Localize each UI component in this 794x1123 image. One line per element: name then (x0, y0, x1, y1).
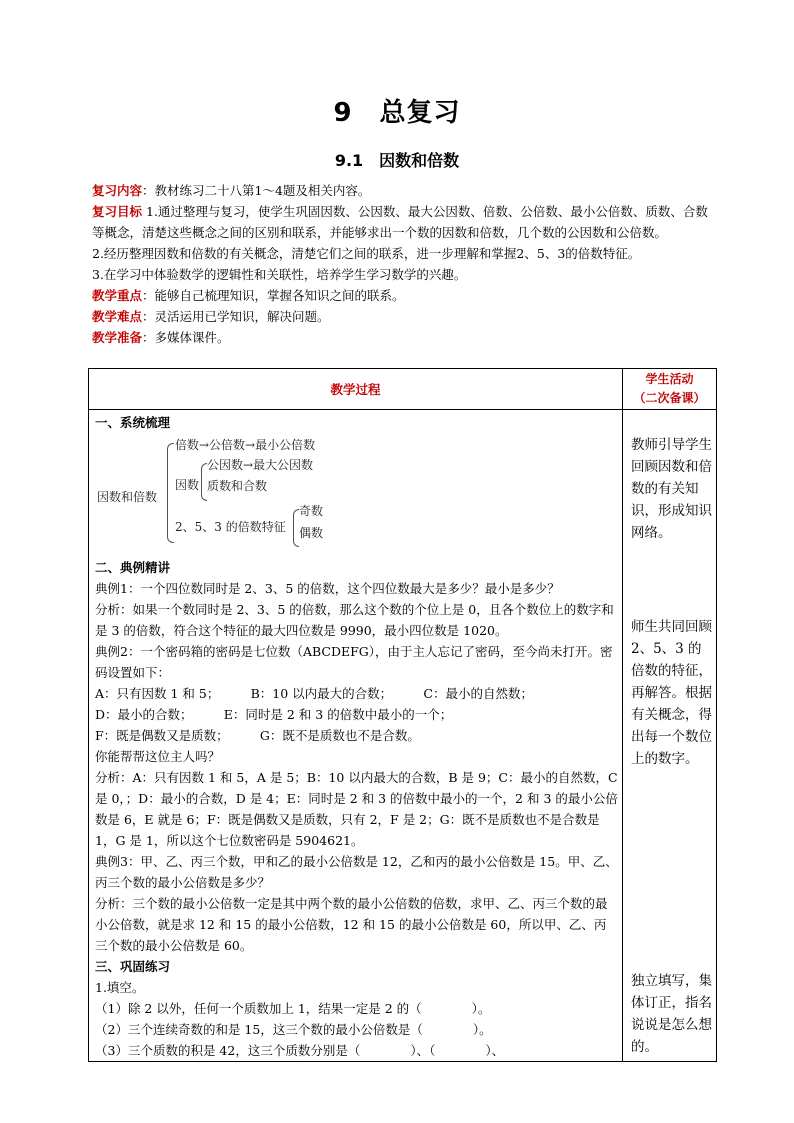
activity-note-2: 师生共同回顾 2、5、3 的倍数的特征，再解答。根据有关概念，得出每一个数位上的数字。 (631, 619, 712, 767)
teaching-key-point: 教学重点：能够自己梳理知识，掌握各知识之间的联系。 (92, 288, 405, 303)
example-1: 典例1：一个四位数同时是 2、3、5 的倍数，这个四位数最大是多少？最小是多少？ (95, 581, 560, 596)
review-content: 复习内容：教材练习二十八第1～4题及相关内容。 (92, 183, 371, 198)
example-2-conditions-2: D：最小的合数； E：同时是 2 和 3 的倍数中最小的一个； (95, 707, 453, 722)
practice-question-1: （1）除 2 以外，任何一个质数加上 1，结果一定是 2 的（ ）。 (95, 1001, 491, 1016)
teaching-prep: 教学准备：多媒体课件。 (92, 330, 230, 345)
tree-brace-main (167, 443, 174, 543)
review-content-label: 复习内容 (92, 183, 143, 198)
page-title: 9 总复习 (333, 98, 461, 128)
review-goal-2: 2.经历整理因数和倍数的有关概念，清楚它们之间的联系，进一步理解和掌握2、5、3的倍数特征。 (92, 246, 641, 261)
tree-factor-chain: 公因数→最大公因数 (207, 458, 314, 472)
example-1-analysis: 分析：如果一个数同时是 2、3、5 的倍数，那么这个数的个位上是 0，且各个数位上的数字和是 3 的倍数，符合这个特征的最大四位数是 9990，最小四位数是 1020。 (95, 602, 614, 638)
tree-multiple-chain: 倍数→公倍数→最小公倍数 (175, 438, 316, 452)
review-goal-3: 3.在学习中体验数学的逻辑性和关联性，培养学生学习数学的兴趣。 (92, 267, 467, 282)
difficulty-label: 教学难点 (92, 309, 143, 324)
tree-odd: 奇数 (299, 504, 324, 518)
review-goal-label: 复习目标 (92, 204, 143, 219)
section-title: 9.1 因数和倍数 (334, 151, 460, 170)
section-examples: 二、典例精讲 (95, 560, 171, 575)
section-system-review: 一、系统梳理 (95, 415, 171, 430)
example-2-conditions-1: A：只有因数 1 和 5； B：10 以内最大的合数； C：最小的自然数； (95, 686, 533, 701)
activity-note-3: 独立填写，集体订正，指名说说是怎么想的。 (631, 973, 712, 1055)
tree-prime-composite: 质数和合数 (207, 479, 268, 493)
tree-multiple-feature: 2、5、3 的倍数特征 (175, 520, 286, 534)
tree-even: 偶数 (299, 526, 324, 540)
activity-note-1: 教师引导学生回顾因数和倍数的有关知识，形成知识网络。 (631, 437, 712, 541)
student-activity-cell (623, 410, 717, 1062)
teaching-process-cell (89, 410, 623, 1062)
column-header-activity: 学生活动 （二次备课） (623, 369, 717, 410)
column-header-process: 教学过程 (89, 369, 623, 410)
lesson-table (88, 368, 717, 1062)
practice-question-3: （3）三个质数的积是 42，这三个质数分别是（ ）、（ ）、 (95, 1043, 505, 1058)
example-2: 典例2：一个密码箱的密码是七位数（ABCDEFG），由于主人忘记了密码，至今尚未打开。密码设置如下： (95, 644, 613, 680)
section-practice: 三、巩固练习 (95, 959, 171, 974)
review-goal: 复习目标 1.通过整理与复习，使学生巩固因数、公因数、最大公因数、倍数、公倍数、最小公倍数、质数、合数等概念，清楚这些概念之间的区别和联系，并能够求出一个数的因数和倍数，几个数的公因数和公倍数。 (92, 204, 708, 240)
example-3: 典例3：甲、乙、丙三个数，甲和乙的最小公倍数是 12，乙和丙的最小公倍数是 15。甲、乙、丙三个数的最小公倍数是多少？ (95, 854, 618, 890)
key-point-label: 教学重点 (92, 288, 143, 303)
example-2-conditions-3: F：既是偶数又是质数； G：既不是质数也不是合数。 (95, 728, 420, 743)
knowledge-tree-diagram (95, 433, 618, 557)
lesson-meta (92, 180, 714, 348)
practice-question-2: （2）三个连续奇数的和是 15，这三个数的最小公倍数是（ ）。 (95, 1022, 492, 1037)
teaching-difficulty: 教学难点：灵活运用已学知识，解决问题。 (92, 309, 330, 324)
prep-label: 教学准备 (92, 330, 143, 345)
example-2-analysis: 分析：A：只有因数 1 和 5，A 是 5；B：10 以内最大的合数，B 是 9；C：最小的自然数，C 是 0，；D：最小的合数，D 是 4；E：同时是 2 和 3 的倍数中最小的一个，2 和 3 的最小公倍数是 6，E 就是 6；F：既是偶数又是质数，只有 2，F 是 2；G：既不是质数也不是合数是 1，G 是 1，所以这个七位数密码是 5904621。 (95, 770, 618, 848)
tree-root: 因数和倍数 (97, 490, 158, 504)
example-2-question: 你能帮帮这位主人吗？ (95, 749, 221, 764)
example-3-analysis: 分析：三个数的最小公倍数一定是其中两个数的最小公倍数的倍数，求甲、乙、丙三个数的最小公倍数，就是求 12 和 15 的最小公倍数，12 和 15 的最小公倍数是 60，所以甲、乙、丙三个数的最小公倍数是 60。 (95, 896, 608, 953)
tree-factor: 因数 (175, 478, 200, 492)
practice-fill-blank: 1.填空。 (95, 980, 145, 995)
